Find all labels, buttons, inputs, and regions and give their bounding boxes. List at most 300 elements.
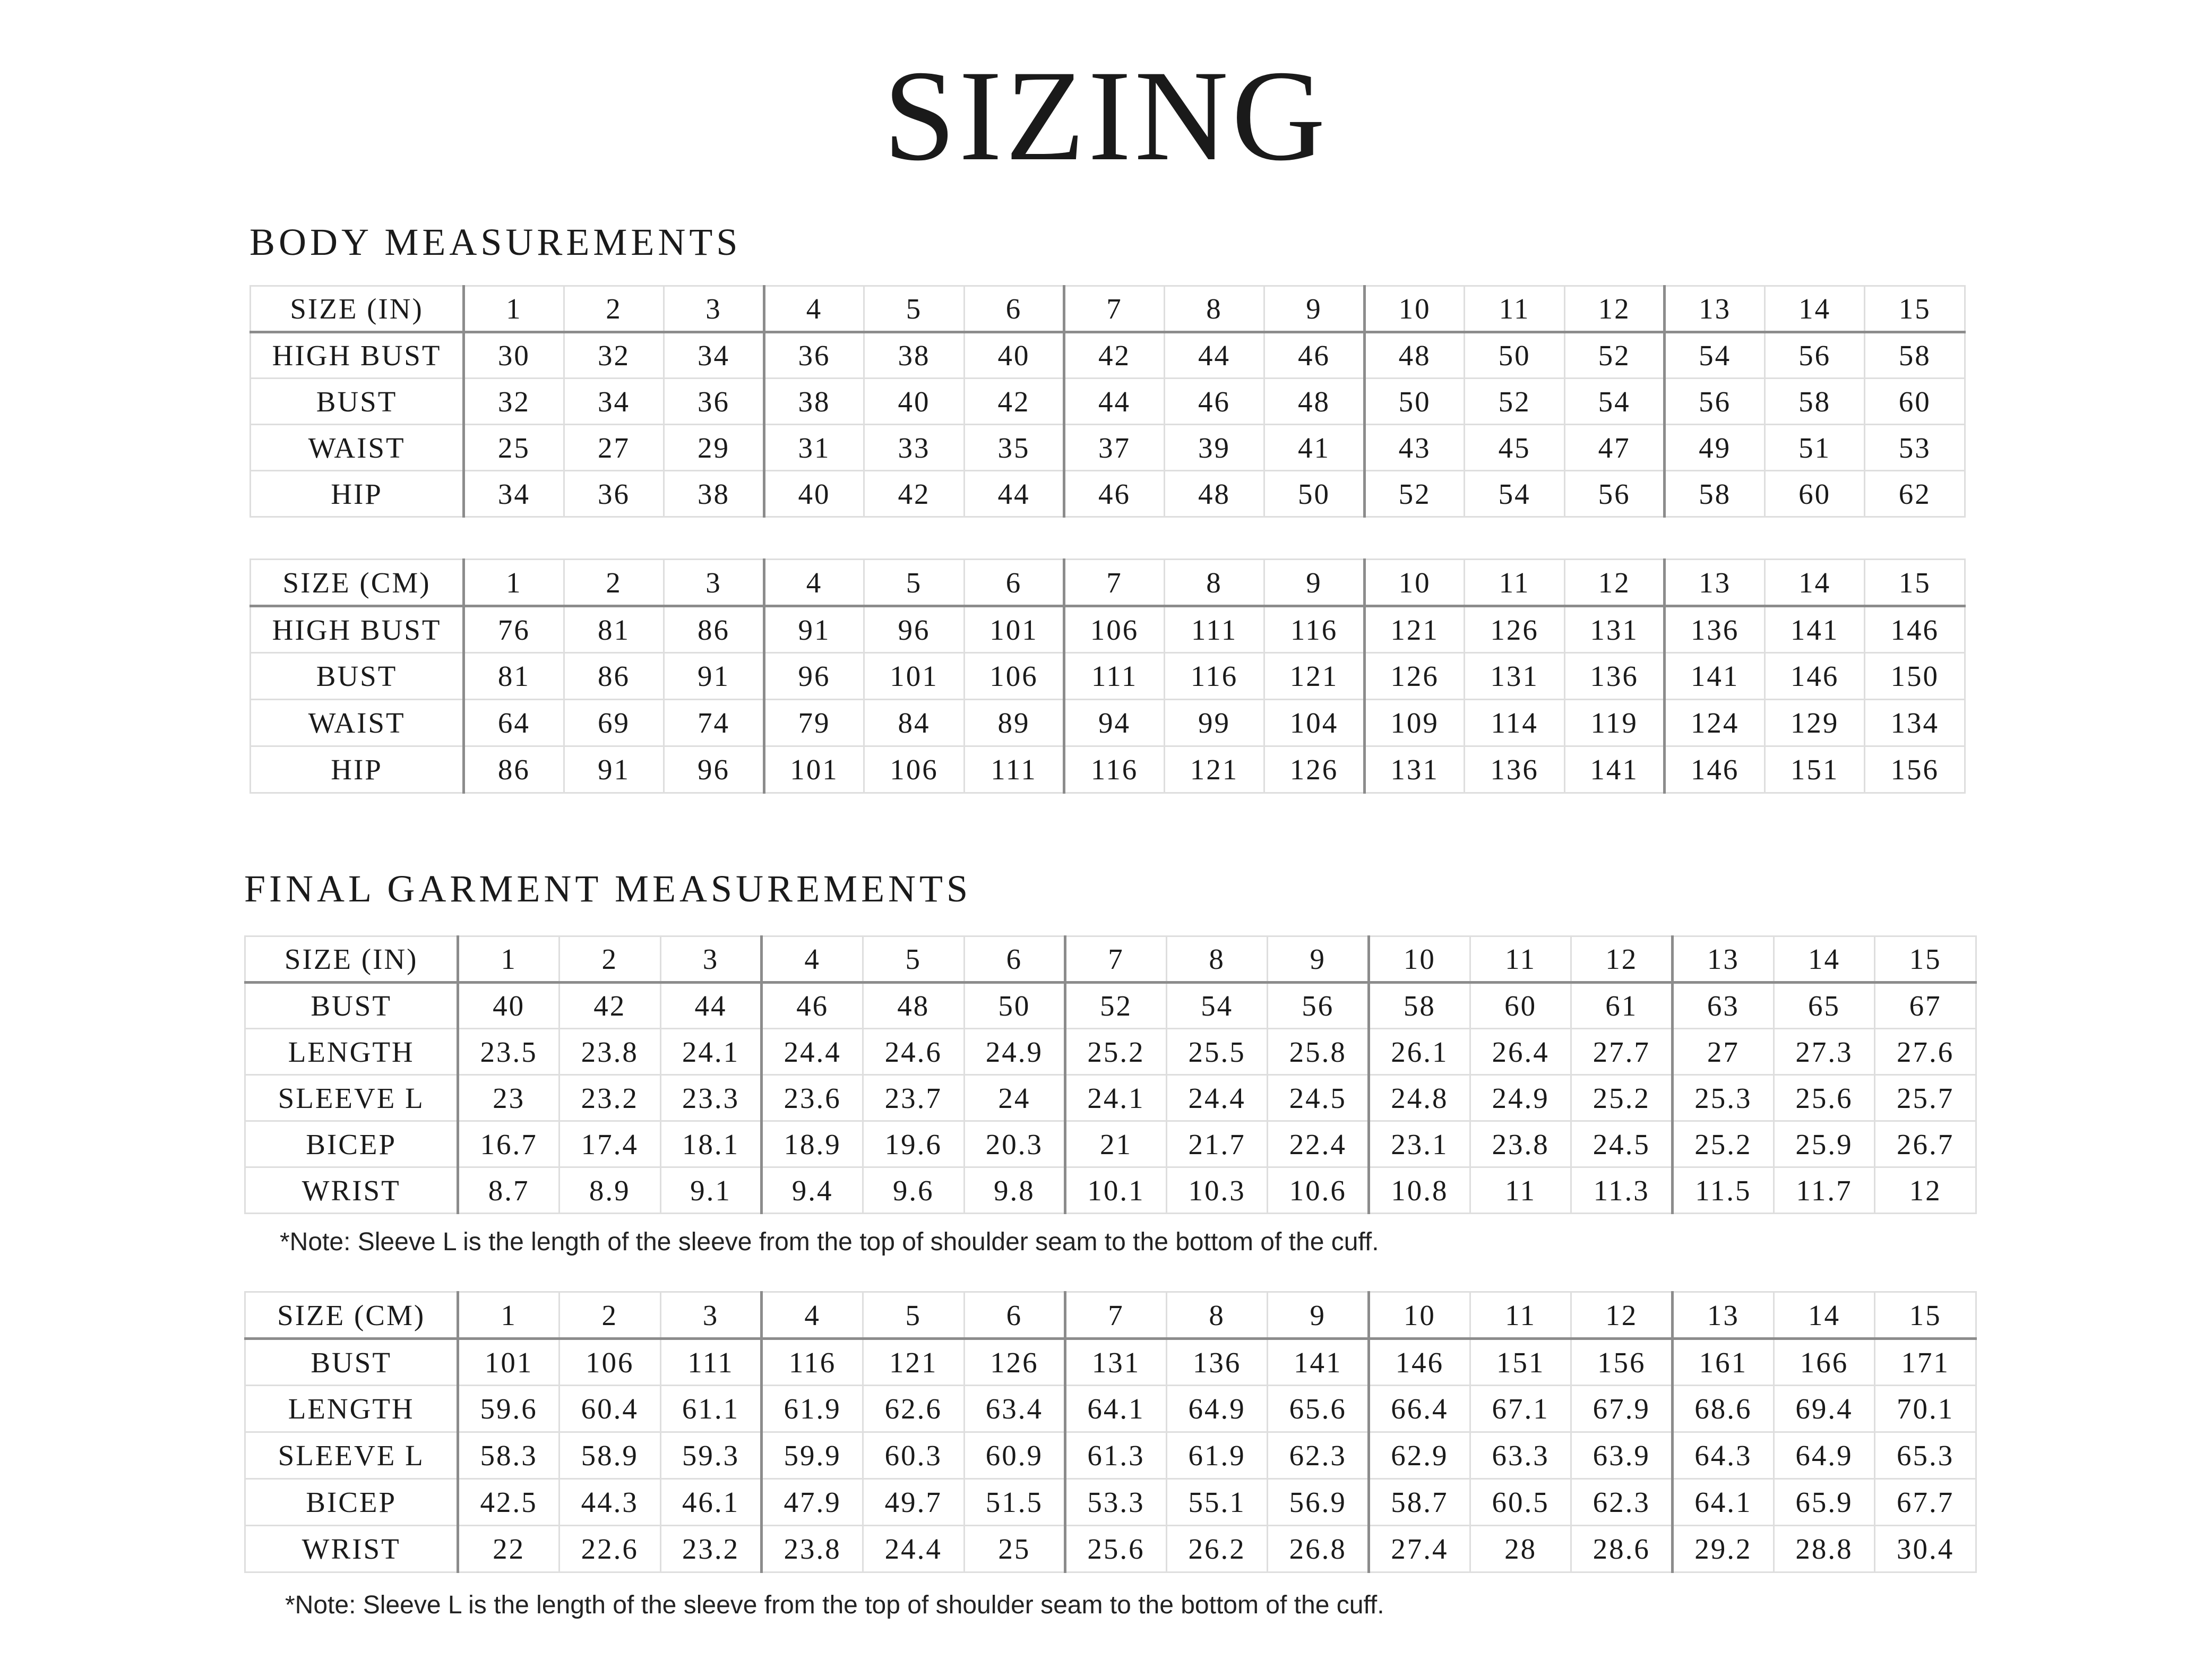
measurement-cell: 54 <box>1166 983 1268 1029</box>
measurement-cell: 23.8 <box>1470 1121 1571 1167</box>
garment-measurements-heading: FINAL GARMENT MEASUREMENTS <box>244 867 972 910</box>
measurement-cell: 91 <box>764 606 864 653</box>
size-header-4: 4 <box>762 1292 863 1339</box>
size-header-7: 7 <box>1064 286 1165 332</box>
size-header-1: 1 <box>458 1292 560 1339</box>
measurement-cell: 52 <box>1465 379 1565 425</box>
measurement-cell: 12 <box>1875 1167 1976 1214</box>
measurement-cell: 24.4 <box>762 1029 863 1075</box>
measurement-cell: 44.3 <box>559 1479 660 1526</box>
measurement-cell: 56.9 <box>1268 1479 1369 1526</box>
measurement-cell: 63 <box>1673 983 1774 1029</box>
table-header-row <box>245 1292 1976 1339</box>
measurement-cell: 64.1 <box>1065 1386 1167 1432</box>
size-header-6: 6 <box>964 1292 1065 1339</box>
measurement-cell: 37 <box>1064 425 1165 471</box>
measurement-cell: 35 <box>964 425 1064 471</box>
measurement-cell: 24.4 <box>863 1526 964 1572</box>
measurement-cell: 67.7 <box>1875 1479 1976 1526</box>
measurement-cell: 48 <box>1264 379 1365 425</box>
measurement-cell: 34 <box>664 332 764 379</box>
measurement-cell: 21 <box>1065 1121 1167 1167</box>
row-label: BICEP <box>245 1121 458 1167</box>
measurement-cell: 34 <box>564 379 664 425</box>
measurement-cell: 106 <box>559 1339 660 1386</box>
measurement-cell: 61.9 <box>762 1386 863 1432</box>
measurement-cell: 86 <box>564 653 664 700</box>
table-row-high-bust <box>251 332 1965 379</box>
size-header-10: 10 <box>1364 286 1465 332</box>
measurement-cell: 10.8 <box>1369 1167 1470 1214</box>
measurement-cell: 51.5 <box>964 1479 1065 1526</box>
measurement-cell: 25.6 <box>1065 1526 1167 1572</box>
measurement-cell: 24.6 <box>863 1029 964 1075</box>
size-header-9: 9 <box>1264 286 1365 332</box>
size-header-8: 8 <box>1166 1292 1268 1339</box>
size-header-13: 13 <box>1673 1292 1774 1339</box>
size-header-14: 14 <box>1774 1292 1875 1339</box>
size-header-13: 13 <box>1665 286 1765 332</box>
measurement-cell: 25.9 <box>1774 1121 1875 1167</box>
measurement-cell: 146 <box>1369 1339 1470 1386</box>
measurement-cell: 23.8 <box>762 1526 863 1572</box>
measurement-cell: 116 <box>762 1339 863 1386</box>
measurement-cell: 40 <box>864 379 965 425</box>
measurement-cell: 40 <box>964 332 1064 379</box>
measurement-cell: 28.6 <box>1571 1526 1673 1572</box>
measurement-cell: 38 <box>764 379 864 425</box>
measurement-cell: 101 <box>864 653 965 700</box>
measurement-cell: 11.3 <box>1571 1167 1673 1214</box>
measurement-cell: 58.3 <box>458 1432 560 1479</box>
measurement-cell: 64.9 <box>1166 1386 1268 1432</box>
measurement-cell: 55.1 <box>1166 1479 1268 1526</box>
measurement-cell: 126 <box>1364 653 1465 700</box>
measurement-cell: 134 <box>1865 700 1965 746</box>
size-header-9: 9 <box>1268 1292 1369 1339</box>
row-label: HIP <box>251 471 464 517</box>
measurement-cell: 40 <box>764 471 864 517</box>
measurement-cell: 124 <box>1665 700 1765 746</box>
measurement-cell: 129 <box>1765 700 1865 746</box>
measurement-cell: 45 <box>1465 425 1565 471</box>
measurement-cell: 136 <box>1166 1339 1268 1386</box>
measurement-cell: 54 <box>1465 471 1565 517</box>
table-row-length <box>245 1386 1976 1432</box>
measurement-cell: 104 <box>1264 700 1365 746</box>
measurement-cell: 109 <box>1364 700 1465 746</box>
measurement-cell: 58 <box>1765 379 1865 425</box>
measurement-cell: 26.8 <box>1268 1526 1369 1572</box>
measurement-cell: 24.9 <box>964 1029 1065 1075</box>
size-header-15: 15 <box>1875 1292 1976 1339</box>
measurement-cell: 64.3 <box>1673 1432 1774 1479</box>
measurement-cell: 46 <box>1064 471 1165 517</box>
measurement-cell: 62.3 <box>1268 1432 1369 1479</box>
size-header-8: 8 <box>1166 936 1268 983</box>
measurement-cell: 49.7 <box>863 1479 964 1526</box>
size-header-15: 15 <box>1875 936 1976 983</box>
measurement-cell: 23.5 <box>458 1029 560 1075</box>
measurement-cell: 24.8 <box>1369 1075 1470 1121</box>
measurement-cell: 27 <box>564 425 664 471</box>
measurement-cell: 23.2 <box>559 1075 660 1121</box>
measurement-cell: 47 <box>1564 425 1665 471</box>
row-label: LENGTH <box>245 1386 458 1432</box>
size-header-9: 9 <box>1264 560 1365 606</box>
measurement-cell: 44 <box>1064 379 1165 425</box>
table-row-hip <box>251 746 1965 793</box>
measurement-cell: 131 <box>1364 746 1465 793</box>
size-header-7: 7 <box>1065 936 1167 983</box>
measurement-cell: 121 <box>1364 606 1465 653</box>
measurement-cell: 67.9 <box>1571 1386 1673 1432</box>
measurement-cell: 101 <box>764 746 864 793</box>
measurement-cell: 64.9 <box>1774 1432 1875 1479</box>
size-header-label: SIZE (IN) <box>251 286 464 332</box>
measurement-cell: 131 <box>1465 653 1565 700</box>
size-header-5: 5 <box>864 560 965 606</box>
measurement-cell: 59.6 <box>458 1386 560 1432</box>
row-label: BUST <box>251 379 464 425</box>
measurement-cell: 156 <box>1571 1339 1673 1386</box>
measurement-cell: 9.4 <box>762 1167 863 1214</box>
size-header-15: 15 <box>1865 286 1965 332</box>
measurement-cell: 42 <box>864 471 965 517</box>
measurement-cell: 39 <box>1164 425 1264 471</box>
garment-cm-note: *Note: Sleeve L is the length of the sleeve from the top of shoulder seam to the bottom of the cuff. <box>285 1591 1384 1619</box>
row-label: WAIST <box>251 700 464 746</box>
size-header-14: 14 <box>1774 936 1875 983</box>
measurement-cell: 61 <box>1571 983 1673 1029</box>
measurement-cell: 10.6 <box>1268 1167 1369 1214</box>
size-header-label: SIZE (CM) <box>245 1292 458 1339</box>
measurement-cell: 26.2 <box>1166 1526 1268 1572</box>
measurement-cell: 116 <box>1264 606 1365 653</box>
measurement-cell: 42 <box>1064 332 1165 379</box>
measurement-cell: 121 <box>863 1339 964 1386</box>
measurement-cell: 111 <box>964 746 1064 793</box>
row-label: WAIST <box>251 425 464 471</box>
row-label: BICEP <box>245 1479 458 1526</box>
measurement-cell: 9.6 <box>863 1167 964 1214</box>
measurement-cell: 52 <box>1364 471 1465 517</box>
measurement-cell: 30.4 <box>1875 1526 1976 1572</box>
measurement-cell: 64.1 <box>1673 1479 1774 1526</box>
measurement-cell: 22.6 <box>559 1526 660 1572</box>
measurement-cell: 63.3 <box>1470 1432 1571 1479</box>
measurement-cell: 89 <box>964 700 1064 746</box>
table-row-wrist <box>245 1526 1976 1572</box>
measurement-cell: 61.3 <box>1065 1432 1167 1479</box>
measurement-cell: 38 <box>664 471 764 517</box>
measurement-cell: 62 <box>1865 471 1965 517</box>
size-header-7: 7 <box>1064 560 1165 606</box>
measurement-cell: 48 <box>1164 471 1264 517</box>
measurement-cell: 24.9 <box>1470 1075 1571 1121</box>
measurement-cell: 171 <box>1875 1339 1976 1386</box>
measurement-cell: 60 <box>1865 379 1965 425</box>
measurement-cell: 25.7 <box>1875 1075 1976 1121</box>
measurement-cell: 27.6 <box>1875 1029 1976 1075</box>
measurement-cell: 116 <box>1164 653 1264 700</box>
measurement-cell: 136 <box>1564 653 1665 700</box>
measurement-cell: 50 <box>1364 379 1465 425</box>
measurement-cell: 40 <box>458 983 560 1029</box>
row-label: WRIST <box>245 1167 458 1214</box>
measurement-cell: 23.3 <box>660 1075 762 1121</box>
measurement-cell: 119 <box>1564 700 1665 746</box>
measurement-cell: 65.9 <box>1774 1479 1875 1526</box>
measurement-cell: 56 <box>1564 471 1665 517</box>
garment-inches-note: *Note: Sleeve L is the length of the sleeve from the top of shoulder seam to the bottom of the cuff. <box>280 1228 1379 1256</box>
size-header-3: 3 <box>660 936 762 983</box>
measurement-cell: 46.1 <box>660 1479 762 1526</box>
size-header-10: 10 <box>1369 1292 1470 1339</box>
size-header-6: 6 <box>964 286 1064 332</box>
measurement-cell: 126 <box>964 1339 1065 1386</box>
measurement-cell: 32 <box>564 332 664 379</box>
size-header-2: 2 <box>559 1292 660 1339</box>
measurement-cell: 48 <box>863 983 964 1029</box>
measurement-cell: 131 <box>1564 606 1665 653</box>
measurement-cell: 96 <box>664 746 764 793</box>
measurement-cell: 34 <box>464 471 564 517</box>
size-header-1: 1 <box>464 286 564 332</box>
measurement-cell: 50 <box>1465 332 1565 379</box>
measurement-cell: 84 <box>864 700 965 746</box>
measurement-cell: 46 <box>762 983 863 1029</box>
measurement-cell: 151 <box>1470 1339 1571 1386</box>
measurement-cell: 70.1 <box>1875 1386 1976 1432</box>
measurement-cell: 46 <box>1264 332 1365 379</box>
garment-measurements-cm-table <box>244 1291 1977 1573</box>
measurement-cell: 29 <box>664 425 764 471</box>
measurement-cell: 23 <box>458 1075 560 1121</box>
measurement-cell: 9.8 <box>964 1167 1065 1214</box>
measurement-cell: 111 <box>1164 606 1264 653</box>
size-header-12: 12 <box>1564 286 1665 332</box>
measurement-cell: 62.9 <box>1369 1432 1470 1479</box>
measurement-cell: 79 <box>764 700 864 746</box>
measurement-cell: 74 <box>664 700 764 746</box>
measurement-cell: 86 <box>464 746 564 793</box>
table-header-row <box>251 286 1965 332</box>
row-label: HIP <box>251 746 464 793</box>
measurement-cell: 11.7 <box>1774 1167 1875 1214</box>
measurement-cell: 29.2 <box>1673 1526 1774 1572</box>
measurement-cell: 32 <box>464 379 564 425</box>
measurement-cell: 106 <box>1064 606 1165 653</box>
size-header-5: 5 <box>863 1292 964 1339</box>
size-header-5: 5 <box>864 286 965 332</box>
measurement-cell: 23.1 <box>1369 1121 1470 1167</box>
size-header-4: 4 <box>764 286 864 332</box>
measurement-cell: 27.7 <box>1571 1029 1673 1075</box>
size-header-3: 3 <box>660 1292 762 1339</box>
measurement-cell: 81 <box>564 606 664 653</box>
measurement-cell: 10.3 <box>1166 1167 1268 1214</box>
measurement-cell: 41 <box>1264 425 1365 471</box>
size-header-2: 2 <box>564 286 664 332</box>
size-header-1: 1 <box>458 936 560 983</box>
size-header-12: 12 <box>1571 1292 1673 1339</box>
size-header-14: 14 <box>1765 286 1865 332</box>
row-label: WRIST <box>245 1526 458 1572</box>
measurement-cell: 26.7 <box>1875 1121 1976 1167</box>
row-label: HIGH BUST <box>251 332 464 379</box>
measurement-cell: 44 <box>660 983 762 1029</box>
measurement-cell: 52 <box>1564 332 1665 379</box>
measurement-cell: 61.9 <box>1166 1432 1268 1479</box>
measurement-cell: 11 <box>1470 1167 1571 1214</box>
measurement-cell: 33 <box>864 425 965 471</box>
table-row-bust <box>245 1339 1976 1386</box>
measurement-cell: 94 <box>1064 700 1165 746</box>
measurement-cell: 53.3 <box>1065 1479 1167 1526</box>
measurement-cell: 136 <box>1465 746 1565 793</box>
measurement-cell: 146 <box>1665 746 1765 793</box>
measurement-cell: 17.4 <box>559 1121 660 1167</box>
measurement-cell: 101 <box>458 1339 560 1386</box>
measurement-cell: 25.2 <box>1571 1075 1673 1121</box>
measurement-cell: 64 <box>464 700 564 746</box>
measurement-cell: 96 <box>764 653 864 700</box>
measurement-cell: 58 <box>1369 983 1470 1029</box>
measurement-cell: 47.9 <box>762 1479 863 1526</box>
measurement-cell: 126 <box>1264 746 1365 793</box>
measurement-cell: 69.4 <box>1774 1386 1875 1432</box>
measurement-cell: 20.3 <box>964 1121 1065 1167</box>
size-header-9: 9 <box>1268 936 1369 983</box>
row-label: BUST <box>251 653 464 700</box>
measurement-cell: 58 <box>1865 332 1965 379</box>
measurement-cell: 141 <box>1765 606 1865 653</box>
table-row-sleeve-l <box>245 1432 1976 1479</box>
table-row-bicep <box>245 1121 1976 1167</box>
measurement-cell: 54 <box>1564 379 1665 425</box>
measurement-cell: 61.1 <box>660 1386 762 1432</box>
row-label: BUST <box>245 983 458 1029</box>
measurement-cell: 121 <box>1264 653 1365 700</box>
measurement-cell: 24.5 <box>1268 1075 1369 1121</box>
row-label: LENGTH <box>245 1029 458 1075</box>
measurement-cell: 26.1 <box>1369 1029 1470 1075</box>
measurement-cell: 30 <box>464 332 564 379</box>
measurement-cell: 50 <box>964 983 1065 1029</box>
measurement-cell: 86 <box>664 606 764 653</box>
size-header-4: 4 <box>762 936 863 983</box>
size-header-7: 7 <box>1065 1292 1167 1339</box>
measurement-cell: 44 <box>1164 332 1264 379</box>
size-header-8: 8 <box>1164 286 1264 332</box>
size-header-10: 10 <box>1364 560 1465 606</box>
measurement-cell: 60.5 <box>1470 1479 1571 1526</box>
measurement-cell: 161 <box>1673 1339 1774 1386</box>
size-header-11: 11 <box>1470 1292 1571 1339</box>
measurement-cell: 126 <box>1465 606 1565 653</box>
size-header-11: 11 <box>1470 936 1571 983</box>
size-header-5: 5 <box>863 936 964 983</box>
table-row-bicep <box>245 1479 1976 1526</box>
measurement-cell: 136 <box>1665 606 1765 653</box>
measurement-cell: 27 <box>1673 1029 1774 1075</box>
measurement-cell: 8.7 <box>458 1167 560 1214</box>
measurement-cell: 106 <box>964 653 1064 700</box>
size-header-3: 3 <box>664 560 764 606</box>
size-header-label: SIZE (IN) <box>245 936 458 983</box>
body-measurements-inches-table <box>249 285 1966 518</box>
measurement-cell: 48 <box>1364 332 1465 379</box>
measurement-cell: 26.4 <box>1470 1029 1571 1075</box>
measurement-cell: 116 <box>1064 746 1165 793</box>
measurement-cell: 43 <box>1364 425 1465 471</box>
measurement-cell: 146 <box>1765 653 1865 700</box>
measurement-cell: 25.2 <box>1673 1121 1774 1167</box>
measurement-cell: 52 <box>1065 983 1167 1029</box>
measurement-cell: 27.4 <box>1369 1526 1470 1572</box>
row-label: SLEEVE L <box>245 1075 458 1121</box>
measurement-cell: 23.8 <box>559 1029 660 1075</box>
measurement-cell: 22 <box>458 1526 560 1572</box>
measurement-cell: 25.5 <box>1166 1029 1268 1075</box>
body-measurements-cm-table <box>249 558 1966 794</box>
measurement-cell: 11.5 <box>1673 1167 1774 1214</box>
measurement-cell: 67 <box>1875 983 1976 1029</box>
measurement-cell: 25 <box>964 1526 1065 1572</box>
measurement-cell: 66.4 <box>1369 1386 1470 1432</box>
measurement-cell: 24.1 <box>1065 1075 1167 1121</box>
measurement-cell: 111 <box>660 1339 762 1386</box>
measurement-cell: 25.2 <box>1065 1029 1167 1075</box>
measurement-cell: 60 <box>1470 983 1571 1029</box>
measurement-cell: 99 <box>1164 700 1264 746</box>
row-label: BUST <box>245 1339 458 1386</box>
measurement-cell: 46 <box>1164 379 1264 425</box>
measurement-cell: 59.3 <box>660 1432 762 1479</box>
size-header-label: SIZE (CM) <box>251 560 464 606</box>
measurement-cell: 42.5 <box>458 1479 560 1526</box>
measurement-cell: 16.7 <box>458 1121 560 1167</box>
measurement-cell: 101 <box>964 606 1064 653</box>
measurement-cell: 91 <box>564 746 664 793</box>
measurement-cell: 54 <box>1665 332 1765 379</box>
measurement-cell: 91 <box>664 653 764 700</box>
measurement-cell: 25.8 <box>1268 1029 1369 1075</box>
measurement-cell: 141 <box>1268 1339 1369 1386</box>
measurement-cell: 63.4 <box>964 1386 1065 1432</box>
measurement-cell: 62.3 <box>1571 1479 1673 1526</box>
size-header-6: 6 <box>964 936 1065 983</box>
measurement-cell: 10.1 <box>1065 1167 1167 1214</box>
measurement-cell: 114 <box>1465 700 1565 746</box>
size-header-10: 10 <box>1369 936 1470 983</box>
measurement-cell: 18.9 <box>762 1121 863 1167</box>
row-label: HIGH BUST <box>251 606 464 653</box>
measurement-cell: 25.6 <box>1774 1075 1875 1121</box>
measurement-cell: 76 <box>464 606 564 653</box>
measurement-cell: 106 <box>864 746 965 793</box>
measurement-cell: 8.9 <box>559 1167 660 1214</box>
measurement-cell: 58 <box>1665 471 1765 517</box>
measurement-cell: 23.6 <box>762 1075 863 1121</box>
measurement-cell: 65 <box>1774 983 1875 1029</box>
measurement-cell: 81 <box>464 653 564 700</box>
size-header-11: 11 <box>1465 560 1565 606</box>
measurement-cell: 9.1 <box>660 1167 762 1214</box>
measurement-cell: 24 <box>964 1075 1065 1121</box>
measurement-cell: 69 <box>564 700 664 746</box>
